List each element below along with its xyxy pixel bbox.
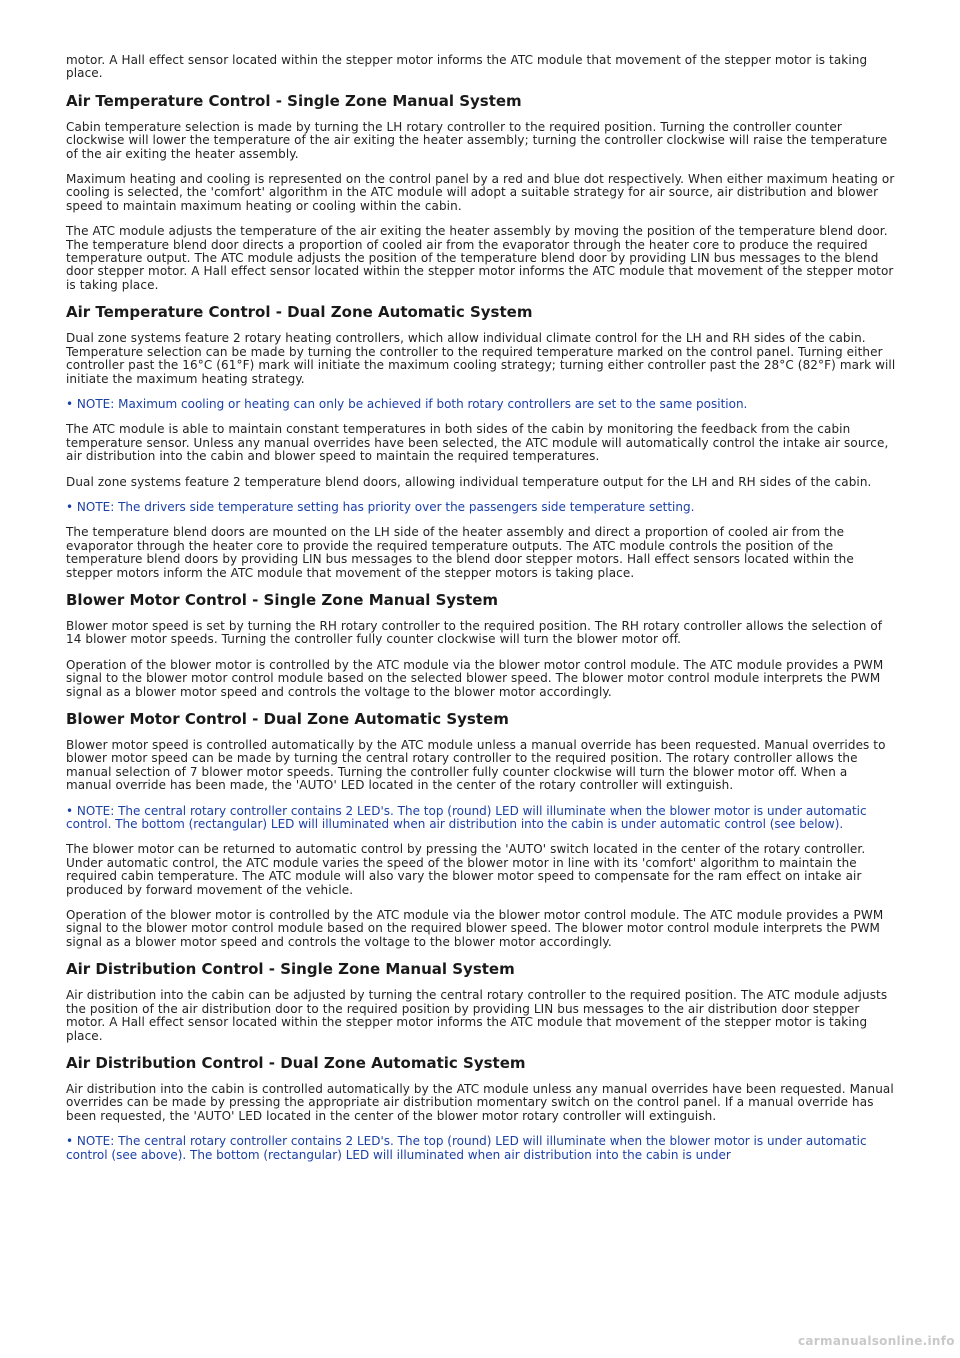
body-paragraph: motor. A Hall effect sensor located within the stepper motor informs the ATC module that movement of the stepper motor is taking place. — [66, 53, 868, 81]
section-heading: Air Distribution Control - Dual Zone Automatic System — [66, 1053, 526, 1072]
section-heading: Blower Motor Control - Single Zone Manual System — [66, 590, 499, 609]
note-paragraph: • NOTE: Maximum cooling or heating can only be achieved if both rotary controllers are set to the same position. — [66, 396, 748, 411]
body-paragraph: The ATC module is able to maintain constant temperatures in both sides of the cabin by monitoring the feedback from the cabin temperature sensor. Unless any manual overrides have been selected, the ATC module will automatically control the intake air source, air distribution into the cabin and blower speed to maintain the required temperatures. — [66, 422, 889, 464]
body-paragraph: The ATC module adjusts the temperature of the air exiting the heater assembly by moving the position of the temperature blend door. The temperature blend door directs a proportion of cooled air from the evaporator through the heater core to produce the required temperature output. The ATC module adjusts the position of the temperature blend door by providing LIN bus messages to the blend door stepper motor. A Hall effect sensor located within the stepper motor informs the ATC module that movement of the stepper motor is taking place. — [66, 224, 894, 292]
body-paragraph: Dual zone systems feature 2 rotary heating controllers, which allow individual climate control for the LH and RH sides of the cabin. Temperature selection can be made by turning the controller to the required temperature marked on the control panel. Turning either controller past the 16°C (61°F) mark will initiate the maximum cooling strategy; turning either controller past the 28°C (82°F) mark will initiate the maximum heating strategy. — [66, 331, 896, 386]
section-heading: Blower Motor Control - Dual Zone Automatic System — [66, 710, 509, 728]
body-paragraph: Blower motor speed is set by turning the RH rotary controller to the required position. The RH rotary controller allows the selection of 14 blower motor speeds. Turning the controller fully counter clockwise will turn the blower motor off. — [66, 618, 883, 647]
body-paragraph: Air distribution into the cabin can be adjusted by turning the central rotary controller to the required position. The ATC module adjusts the position of the air distribution door to the required position by providing LIN bus messages to the air distribution door stepper motor. A Hall effect sensor located within the stepper motor informs the ATC module that movement of the stepper motor is taking place. — [66, 988, 888, 1043]
note-paragraph: • NOTE: The central rotary controller contains 2 LED's. The top (round) LED will illuminate when the blower motor is under automatic control (see above). The bottom (rectangular) LED will illuminated when air distribution into the cabin is under — [66, 1134, 867, 1162]
body-paragraph: Cabin temperature selection is made by turning the LH rotary controller to the required position. Turning the controller counter clockwise will lower the temperature of the air exiting the heater assembly; turning the controller clockwise will raise the temperature of the air exiting the heater assembly. — [66, 119, 888, 161]
body-paragraph: The temperature blend doors are mounted on the LH side of the heater assembly and direct a proportion of cooled air from the evaporator through the heater core to provide the required temperature outputs. The ATC module controls the position of the temperature blend doors by providing LIN bus messages to the blend door stepper motors. Hall effect sensors located within the stepper motors inform the ATC module that movement of the stepper motors is taking place. — [66, 525, 854, 580]
note-paragraph: • NOTE: The drivers side temperature setting has priority over the passengers side temperature setting. — [66, 499, 695, 514]
body-paragraph: Maximum heating and cooling is represented on the control panel by a red and blue dot respectively. When either maximum heating or cooling is selected, the 'comfort' algorithm in the ATC module will adopt a suitable strategy for air source, air distribution and blower speed to maintain maximum heating or cooling within the cabin. — [66, 172, 895, 213]
section-heading: Air Distribution Control - Single Zone Manual System — [66, 960, 515, 979]
body-paragraph: Air distribution into the cabin is controlled automatically by the ATC module unless any manual overrides have been requested. Manual overrides can be made by pressing the appropriate air distribution momentary switch on the control panel. If a manual override has been requested, the 'AUTO' LED located in the center of the blower motor rotary controller will extinguish. — [66, 1081, 894, 1123]
body-paragraph: Operation of the blower motor is controlled by the ATC module via the blower motor control module. The ATC module provides a PWM signal to the blower motor control module based on the selected blower speed. The blower motor control module interprets the PWM signal as a blower motor speed and controls the voltage to the blower motor accordingly. — [66, 657, 884, 699]
body-paragraph: The blower motor can be returned to automatic control by pressing the 'AUTO' switch located in the center of the rotary controller. Under automatic control, the ATC module varies the speed of the blower motor in line with its 'comfort' algorithm to maintain the required cabin temperature. The ATC module will also vary the blower motor speed to compensate for the ram effect on intake air produced by forward movement of the vehicle. — [66, 842, 866, 897]
note-paragraph: • NOTE: The central rotary controller contains 2 LED's. The top (round) LED will illuminate when the blower motor is under automatic control. The bottom (rectangular) LED will illuminated when air distribution into the cabin is under automatic control (see below). — [66, 803, 867, 832]
body-paragraph: Operation of the blower motor is controlled by the ATC module via the blower motor control module. The ATC module provides a PWM signal to the blower motor control module based on the required blower speed. The blower motor control module interprets the PWM signal as a blower motor speed and controls the voltage to the blower motor accordingly. — [66, 908, 884, 949]
body-paragraph: Blower motor speed is controlled automatically by the ATC module unless a manual override has been requested. Manual overrides to blower motor speed can be made by turning the central rotary controller to the required position. The rotary controller allows the manual selection of 7 blower motor speeds. Turning the controller fully counter clockwise will turn the blower motor off. When a manual override has been made, the 'AUTO' LED located in the center of the rotary controller will extinguish. — [66, 738, 886, 793]
section-heading: Air Temperature Control - Dual Zone Automatic System — [66, 303, 533, 322]
body-paragraph: Dual zone systems feature 2 temperature blend doors, allowing individual temperature output for the LH and RH sides of the cabin. — [66, 474, 872, 489]
watermark-text: carmanualsonline.info — [798, 1334, 955, 1348]
section-heading: Air Temperature Control - Single Zone Manual System — [66, 91, 522, 110]
document-page — [66, 54, 896, 1174]
